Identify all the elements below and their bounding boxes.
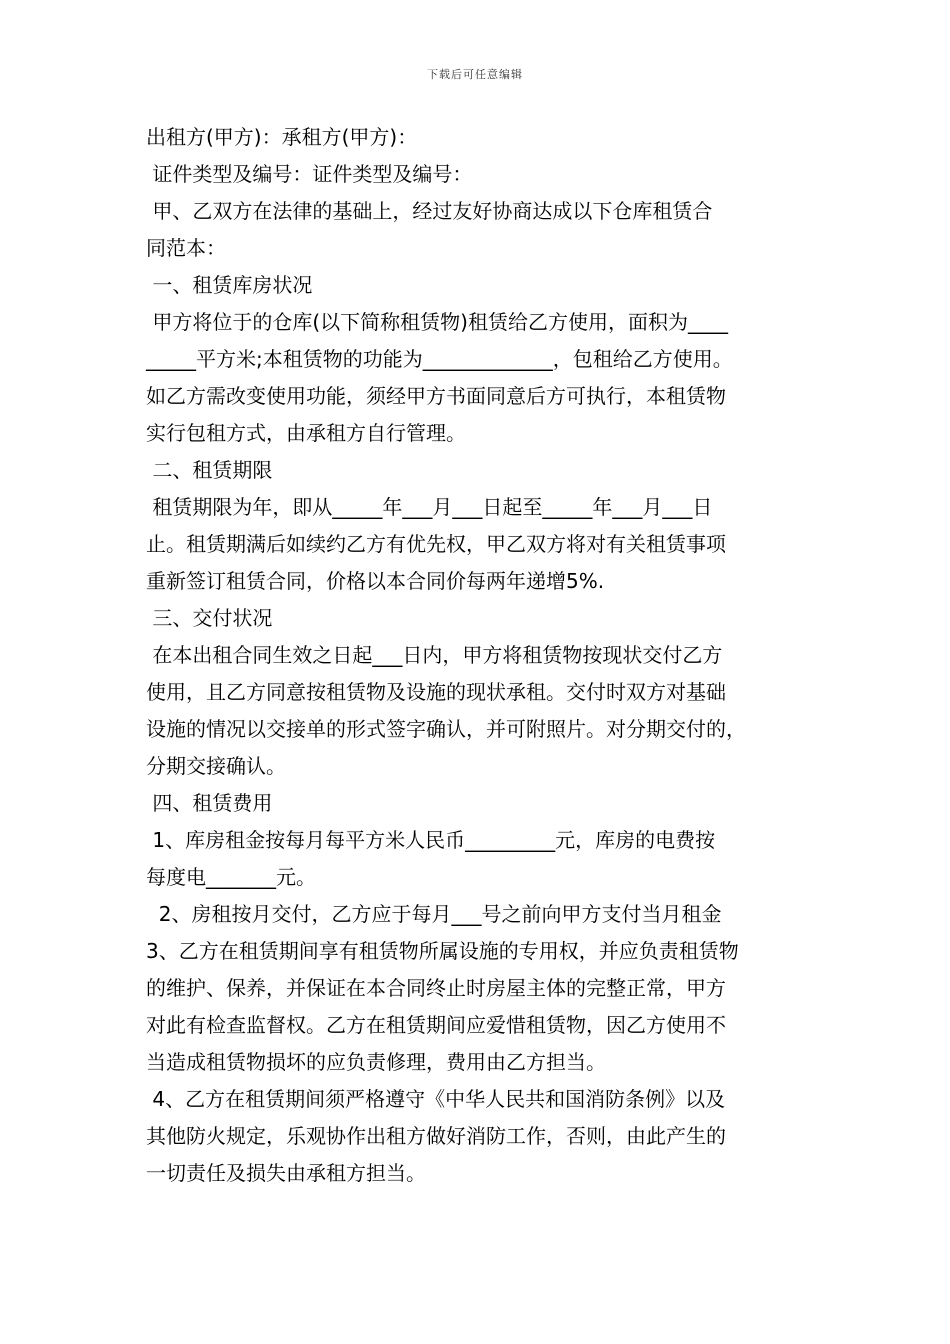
text-line: 一切责任及损失由承租方担当。	[146, 1161, 426, 1185]
text-line: 2、房租按月交付，乙方应于每月___号之前向甲方支付当月租金	[146, 902, 722, 926]
section-heading: 一、租赁库房状况	[146, 273, 313, 297]
text-line: 证件类型及编号：证件类型及编号：	[146, 162, 473, 186]
text-line: 同范本：	[146, 236, 226, 260]
text-line: 分期交接确认。	[146, 754, 286, 778]
text-line: 实行包租方式，由承租方自行管理。	[146, 421, 466, 445]
text-line: 甲、乙双方在法律的基础上，经过友好协商达成以下仓库租赁合	[146, 199, 713, 223]
section-heading: 三、交付状况	[146, 606, 273, 630]
text-line: 其他防火规定，乐观协作出租方做好消防工作，否则，由此产生的	[146, 1124, 726, 1148]
text-line: 甲方将位于的仓库(以下简称租赁物)租赁给乙方使用，面积为____	[146, 310, 728, 334]
text-line: 每度电_______元。	[146, 865, 316, 889]
text-line: 使用，且乙方同意按租赁物及设施的现状承租。交付时双方对基础	[146, 680, 726, 704]
text-line: 的维护、保养，并保证在本合同终止时房屋主体的完整正常，甲方	[146, 976, 726, 1000]
text-line: 出租方(甲方)：承租方(甲方)：	[146, 125, 418, 149]
page-header: 下载后可任意编辑	[427, 68, 523, 81]
text-line: 重新签订租赁合同，价格以本合同价每两年递增5%.	[146, 569, 605, 593]
text-line: 设施的情况以交接单的形式签字确认，并可附照片。对分期交付的，	[146, 717, 746, 741]
section-heading: 二、租赁期限	[146, 458, 273, 482]
section-heading: 四、租赁费用	[146, 791, 273, 815]
text-line: 4、乙方在租赁期间须严格遵守《中华人民共和国消防条例》以及	[146, 1087, 726, 1111]
text-line: 止。租赁期满后如续约乙方有优先权，甲乙双方将对有关租赁事项	[146, 532, 726, 556]
text-line: 当造成租赁物损坏的应负责修理，费用由乙方担当。	[146, 1050, 606, 1074]
text-line: 对此有检查监督权。乙方在租赁期间应爱惜租赁物，因乙方使用不	[146, 1013, 726, 1037]
text-line: 3、乙方在租赁期间享有租赁物所属设施的专用权，并应负责租赁物	[146, 939, 739, 963]
text-line: 租赁期限为年，即从_____年___月___日起至_____年___月___日	[146, 495, 713, 519]
text-line: 如乙方需改变使用功能，须经甲方书面同意后方可执行，本租赁物	[146, 384, 726, 408]
text-line: 在本出租合同生效之日起___日内，甲方将租赁物按现状交付乙方	[146, 643, 723, 667]
text-line: _____平方米;本租赁物的功能为_____________，包租给乙方使用。	[146, 347, 733, 371]
text-line: 1、库房租金按每月每平方米人民币_________元，库房的电费按	[146, 828, 716, 852]
